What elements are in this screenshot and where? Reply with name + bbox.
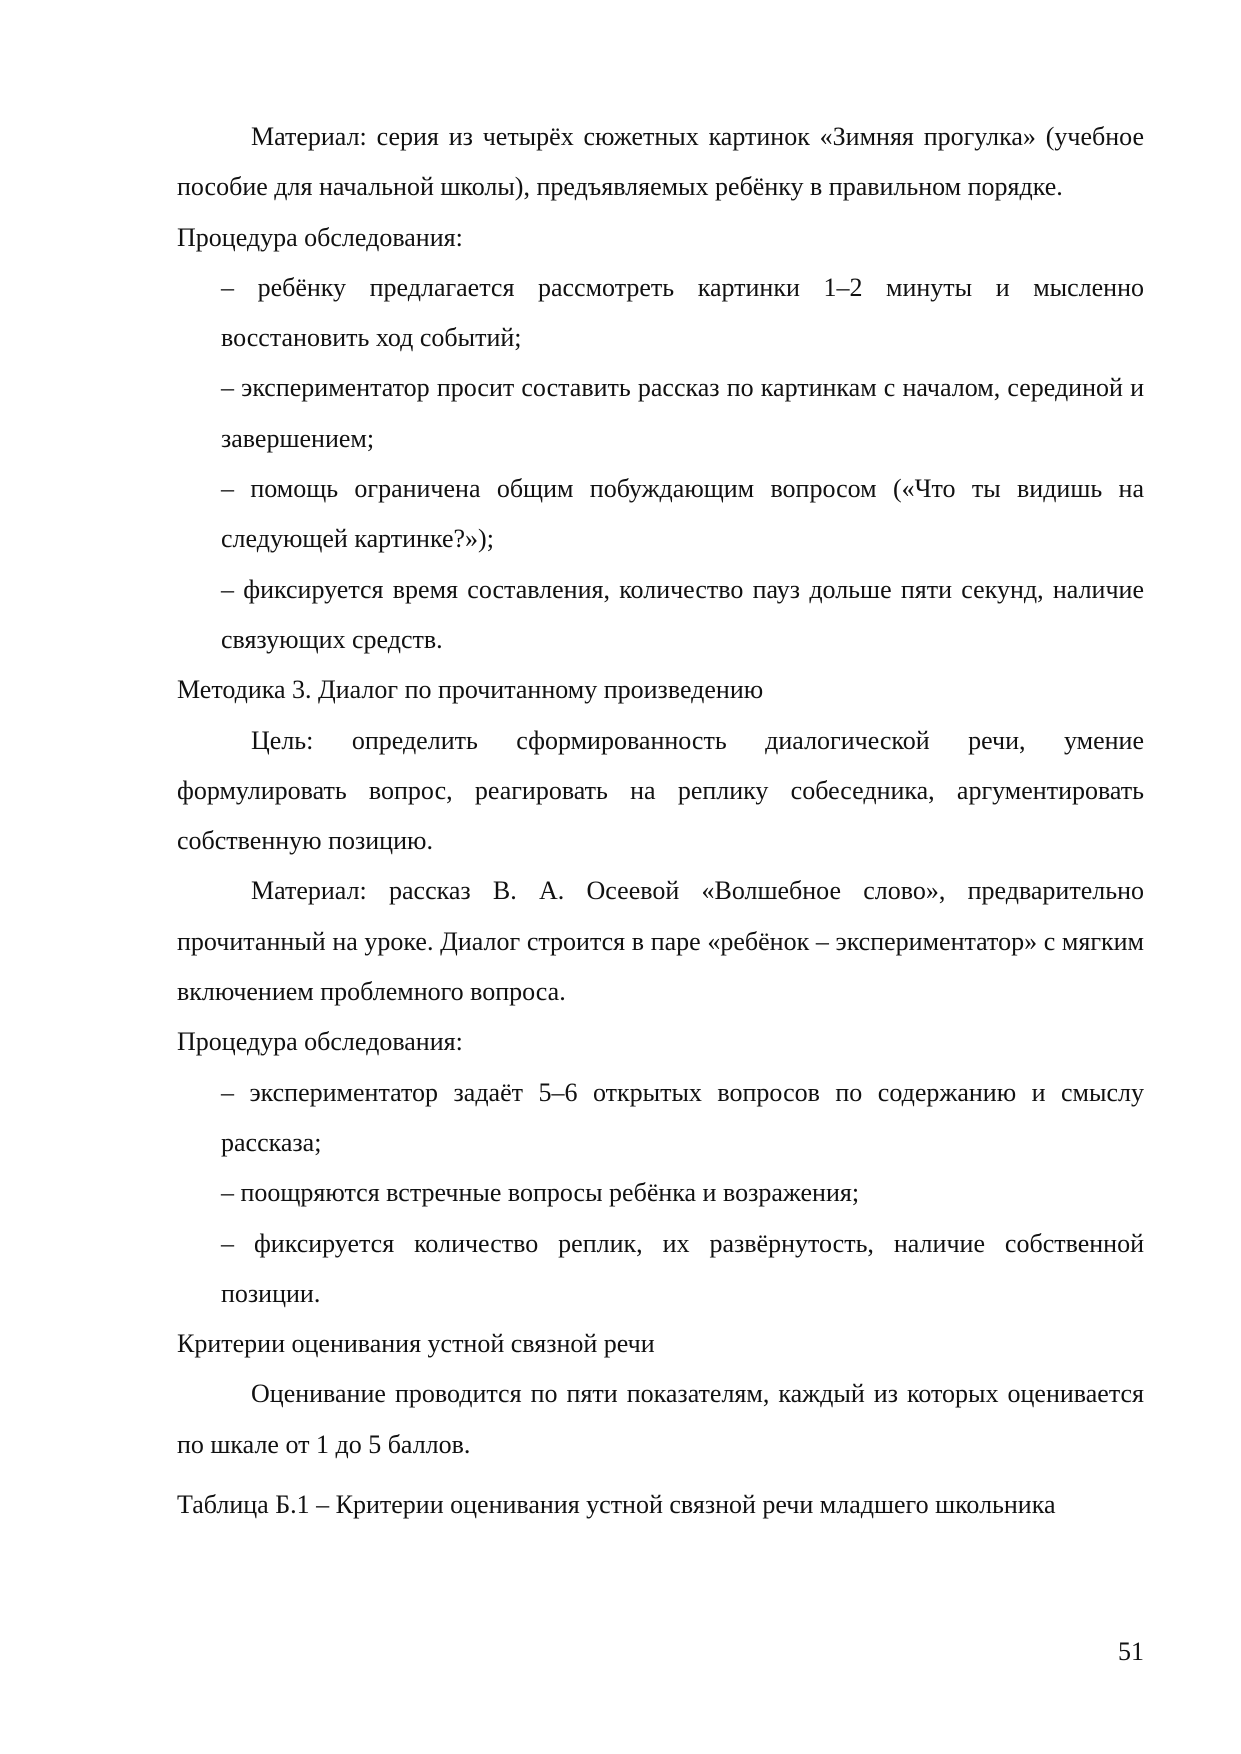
paragraph-material-story: Материал: рассказ В. А. Осеевой «Волшебное слово», предварительно прочитанный на уроке. Диалог строится в паре «ребёнок – экспериментатор» с мягким включением проблемного вопроса. (177, 876, 1144, 1007)
heading-procedure-2: Процедура обследования: (177, 1027, 463, 1057)
paragraph-goal: Цель: определить сформированность диалогической речи, умение формулировать вопрос, реагировать на реплику собеседника, аргументировать собственную позицию. (177, 725, 1144, 856)
heading-procedure-1: Процедура обследования: (177, 222, 463, 252)
page-body (177, 112, 1144, 1530)
list-item: – экспериментатор просит составить рассказ по картинкам с началом, серединой и завершением; (221, 373, 1144, 453)
table-caption: Таблица Б.1 – Критерии оценивания устной связной речи младшего школьника (177, 1490, 1056, 1520)
heading-criteria: Критерии оценивания устной связной речи (177, 1329, 655, 1359)
paragraph-scoring: Оценивание проводится по пяти показателям, каждый из которых оценивается по шкале от 1 до 5 баллов. (177, 1379, 1144, 1459)
list-item: – экспериментатор задаёт 5–6 открытых вопросов по содержанию и смыслу рассказа; (221, 1077, 1144, 1157)
paragraph-material-pictures: Материал: серия из четырёх сюжетных картинок «Зимняя прогулка» (учебное пособие для начальной школы), предъявляемых ребёнку в правильном порядке. (177, 122, 1144, 202)
heading-method-3: Методика 3. Диалог по прочитанному произведению (177, 675, 764, 705)
list-item: – фиксируется количество реплик, их развёрнутость, наличие собственной позиции. (221, 1228, 1144, 1308)
page-number: 51 (1118, 1637, 1144, 1666)
list-item: – поощряются встречные вопросы ребёнка и возражения; (221, 1178, 860, 1208)
list-item: – помощь ограничена общим побуждающим вопросом («Что ты видишь на следующей картинке?»); (221, 474, 1144, 554)
list-item: – фиксируется время составления, количество пауз дольше пяти секунд, наличие связующих средств. (221, 574, 1144, 654)
list-item: – ребёнку предлагается рассмотреть картинки 1–2 минуты и мысленно восстановить ход событий; (221, 272, 1144, 353)
